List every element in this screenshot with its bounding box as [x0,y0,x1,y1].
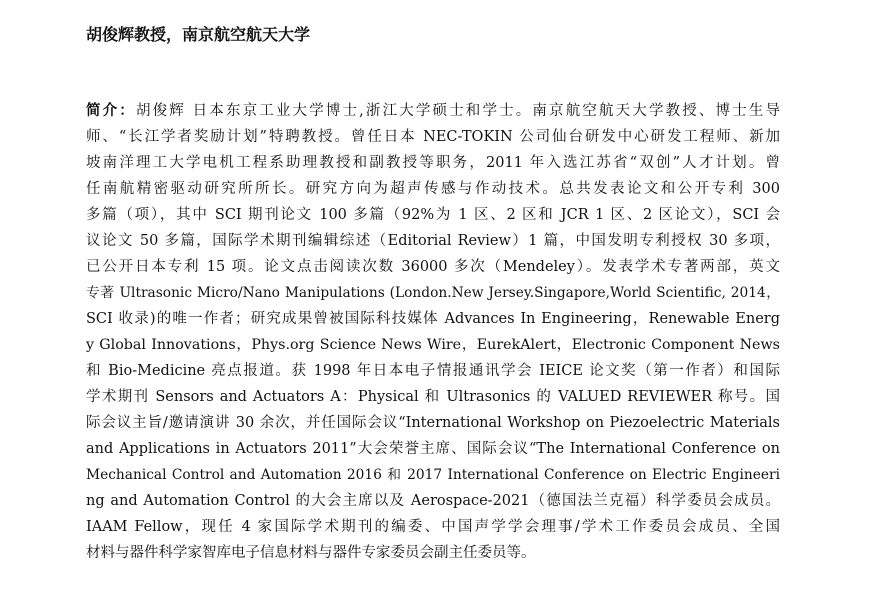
bio-line: ng and Automation Control 的大会主席以及 Aerospace-2021（德国法兰克福）科学委员会成员。 [86,493,780,509]
bio-line: IAAM Fellow，现任 4 家国际学术期刊的编委、中国声学学会理事/学术工作委员会成员、全国 [86,519,780,535]
bio-line: y Global Innovations，Phys.org Science News Wire，EurekAlert，Electronic Component News [86,337,780,353]
bio-paragraph [86,98,780,566]
bio-line: 坡南洋理工大学电机工程系助理教授和副教授等职务，2011 年入选江苏省“双创”人才计划。曾 [86,155,780,171]
bio-line: 专著 Ultrasonic Micro/Nano Manipulations (London.New Jersey.Singapore,World Scientific, 2014， [86,285,780,301]
bio-line-text: 胡俊辉 日本东京工业大学博士,浙江大学硕士和学士。南京航空航天大学教授、博士生导 [135,103,781,119]
bio-line: Mechanical Control and Automation 2016 和 2017 International Conference on Electric Engineeri [86,467,780,483]
bio-line: and Applications in Actuators 2011”大会荣誉主席、国际会议“The International Conference on [86,441,780,457]
bio-line: 议论文 50 多篇，国际学术期刊编辑综述（Editorial Review）1 篇，中国发明专利授权 30 多项， [86,233,780,249]
bio-line: 多篇（项），其中 SCI 期刊论文 100 多篇（92%为 1 区、2 区和 JCR 1 区、2 区论文），SCI 会 [86,207,780,223]
bio-line: 师、“长江学者奖励计划”特聘教授。曾任日本 NEC-TOKIN 公司仙台研发中心研发工程师、新加 [86,129,780,145]
bio-line: 已公开日本专利 15 项。论文点击阅读次数 36000 多次（Mendeley）。发表学术专著两部，英文 [86,259,780,275]
bio-line [86,98,780,124]
bio-line: 际会议主旨/邀请演讲 30 余次，并任国际会议“International Workshop on Piezoelectric Materials [86,415,780,431]
bio-label: 简介： [86,102,136,119]
bio-line: 学术期刊 Sensors and Actuators A：Physical 和 Ultrasonics 的 VALUED REVIEWER 称号。国 [86,389,780,405]
document-page [86,0,780,597]
page-title: 胡俊辉教授，南京航空航天大学 [86,25,311,44]
bio-line: 和 Bio-Medicine 亮点报道。获 1998 年日本电子情报通讯学会 IEICE 论文奖（第一作者）和国际 [86,363,780,379]
bio-line: SCI 收录)的唯一作者；研究成果曾被国际科技媒体 Advances In Engineering，Renewable Energ [86,311,780,327]
bio-line: 任南航精密驱动研究所所长。研究方向为超声传感与作动技术。总共发表论文和公开专利 300 [86,181,780,197]
bio-line: 材料与器件科学家智库电子信息材料与器件专家委员会副主任委员等。 [86,545,536,561]
